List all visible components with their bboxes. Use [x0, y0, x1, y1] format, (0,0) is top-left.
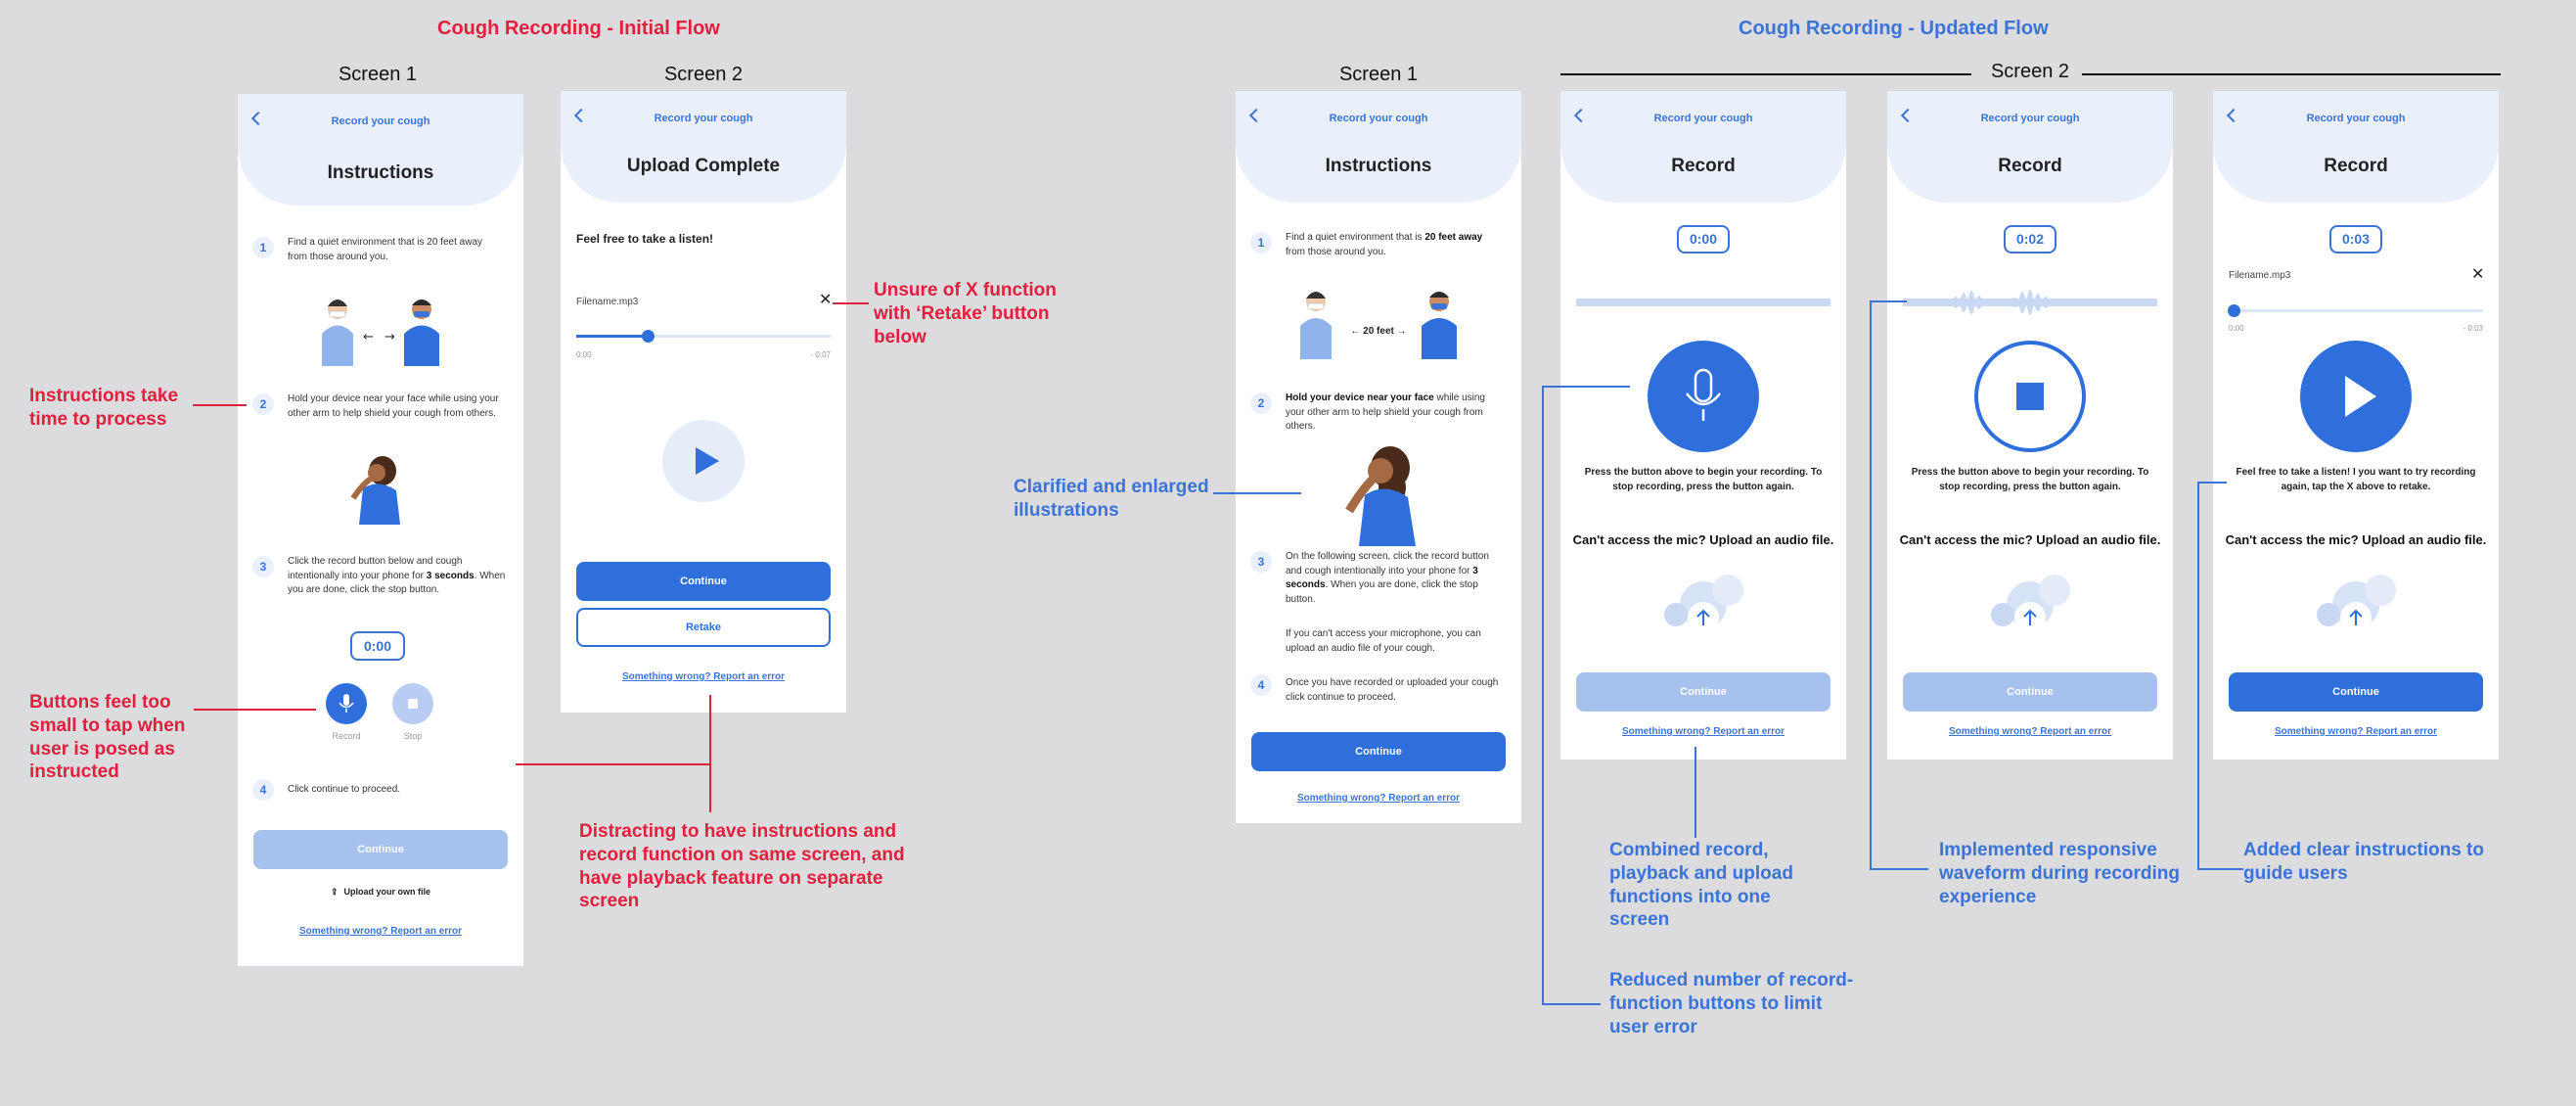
record-label: Record [332, 731, 361, 741]
close-icon[interactable]: ✕ [2471, 266, 2485, 283]
updated-screen-2b [1887, 91, 2173, 760]
note-combined: Combined record, playback and upload functions into one screen [1609, 840, 1793, 931]
step-text-2: Hold your device near your face while using your other arm to help shield your cough from others. [288, 393, 499, 419]
playback-scrubber[interactable] [642, 330, 655, 343]
stop-label: Stop [403, 731, 423, 741]
recording-timer: 0:03 [2329, 225, 2382, 253]
connector [1542, 1003, 1601, 1005]
phone-header [238, 94, 523, 206]
connector [194, 709, 316, 711]
step-number-2: 2 [1250, 392, 1272, 414]
svg-text:→: → [384, 330, 395, 345]
step-text-3: Click the record button below and cough intentionally into your phone for 3 seconds. When you are done, click the stop button. [288, 556, 506, 595]
cough-illustration [1333, 438, 1431, 546]
screen2-bracket-right [2082, 73, 2501, 75]
screen-label-initial-1: Screen 1 [338, 64, 418, 85]
page-title: Upload Complete [626, 156, 781, 176]
report-error-link[interactable]: Something wrong? Report an error [1948, 726, 2112, 737]
page-title: Instructions [327, 162, 434, 183]
screen-label-updated-1: Screen 1 [1338, 64, 1419, 85]
note-reduced: Reduced number of record-function buttons to limit user error [1609, 970, 1854, 1037]
note-clarified: Clarified and enlarged illustrations [1014, 477, 1209, 521]
step-number-3: 3 [252, 556, 274, 577]
phone-header [561, 91, 846, 203]
playback-track[interactable] [2229, 309, 2483, 312]
play-icon [662, 420, 745, 502]
screen-label-initial-2: Screen 2 [663, 64, 744, 85]
step-number-4: 4 [1250, 674, 1272, 696]
upload-heading[interactable]: Can't access the mic? Upload an audio file. [2225, 532, 2487, 547]
playback-track[interactable] [576, 335, 831, 338]
filename: Filename.mp3 [2229, 270, 2291, 281]
play-icon [2300, 341, 2412, 452]
continue-button[interactable]: Continue [1251, 732, 1506, 771]
continue-button[interactable]: Continue [253, 830, 508, 869]
continue-button[interactable]: Continue [576, 562, 831, 601]
phone-header [1236, 91, 1521, 203]
record-button[interactable] [326, 683, 367, 724]
header-subtitle: Record your cough [1980, 113, 2080, 124]
play-button[interactable] [2300, 341, 2412, 452]
report-error-link[interactable]: Something wrong? Report an error [2274, 726, 2438, 737]
distance-illustration [1294, 287, 1461, 360]
step-number-1: 1 [252, 237, 274, 258]
initial-screen-2 [561, 91, 846, 713]
header-subtitle: Record your cough [331, 115, 430, 127]
stop-icon [408, 699, 418, 709]
connector [2197, 482, 2199, 870]
report-error-link[interactable]: Something wrong? Report an error [1621, 726, 1785, 737]
record-instructions: Press the button above to begin your recording. To stop recording, press the button again. [1584, 467, 1823, 492]
connector [833, 302, 869, 304]
continue-button[interactable]: Continue [2229, 672, 2483, 712]
stop-icon [2016, 383, 2044, 410]
continue-button[interactable]: Continue [1903, 672, 2157, 712]
upload-heading[interactable]: Can't access the mic? Upload an audio file. [1899, 532, 2161, 547]
record-instructions: Press the button above to begin your recording. To stop recording, press the button again. [1911, 467, 2149, 492]
header-subtitle: Record your cough [1329, 113, 1428, 124]
upload-own-file-label: Upload your own file [343, 887, 431, 897]
filename: Filename.mp3 [576, 297, 639, 307]
playback-scrubber[interactable] [2228, 304, 2240, 317]
initial-flow-title: Cough Recording - Initial Flow [437, 18, 720, 39]
upload-own-file-link[interactable] [238, 887, 523, 898]
cough-illustration [345, 451, 414, 525]
note-instructions-time: Instructions take time to process [29, 386, 179, 430]
recording-timer: 0:02 [2004, 225, 2056, 253]
connector [516, 763, 711, 765]
screen2-bracket-left [1560, 73, 1971, 75]
header-subtitle: Record your cough [654, 113, 753, 124]
note-distracting: Distracting to have instructions and record function on same screen, and have playback feature on separate screen [579, 821, 905, 912]
note-buttons-small: Buttons feel too small to tap when user is posed as instructed [29, 692, 186, 783]
waveform [1903, 277, 2157, 326]
close-icon[interactable]: ✕ [819, 292, 833, 308]
page-title: Instructions [1325, 156, 1432, 176]
phone-header [1560, 91, 1846, 203]
listen-heading: Feel free to take a listen! [576, 232, 714, 246]
step-text-3-extra: If you can't access your microphone, you can upload an audio file of your cough. [1286, 628, 1481, 654]
note-unsure-x: Unsure of X function with ‘Retake’ button below [874, 280, 1057, 347]
page-title: Record [1998, 156, 2062, 176]
connector [1870, 868, 1928, 870]
upload-cloud-icon[interactable] [2307, 561, 2405, 639]
connector [1542, 386, 1544, 1005]
connector [193, 404, 247, 406]
connector [1695, 747, 1696, 838]
updated-screen-1 [1236, 91, 1521, 823]
stop-button[interactable] [392, 683, 433, 724]
distance-label: ← 20 feet → [1350, 326, 1407, 337]
playback-progress [576, 335, 648, 338]
waveform-flat [1576, 299, 1830, 306]
upload-heading[interactable]: Can't access the mic? Upload an audio file. [1572, 532, 1834, 547]
connector [1213, 492, 1301, 494]
step-text-4: Click continue to proceed. [288, 784, 401, 795]
phone-header [1887, 91, 2173, 203]
header-subtitle: Record your cough [2306, 113, 2406, 124]
page-title: Record [1671, 156, 1736, 176]
connector [1870, 300, 1907, 302]
play-button[interactable] [662, 420, 745, 502]
recording-timer: 0:00 [1677, 225, 1730, 253]
time-end: - 0:03 [2463, 324, 2483, 333]
step-number-3: 3 [1250, 551, 1272, 573]
upload-cloud-icon[interactable] [1654, 561, 1752, 639]
continue-button[interactable]: Continue [1576, 672, 1830, 712]
header-subtitle: Record your cough [1653, 113, 1753, 124]
page-title: Record [2324, 156, 2388, 176]
upload-cloud-icon[interactable] [1981, 561, 2079, 639]
report-error-link[interactable]: Something wrong? Report an error [621, 671, 786, 682]
step-number-1: 1 [1250, 232, 1272, 253]
step-number-2: 2 [252, 393, 274, 415]
distance-illustration [316, 290, 443, 368]
connector [1870, 300, 1872, 870]
screen-label-updated-2: Screen 2 [1990, 61, 2070, 82]
stop-button[interactable] [1974, 341, 2086, 452]
updated-screen-2a [1560, 91, 1846, 760]
mic-icon [326, 683, 367, 724]
record-button[interactable] [1648, 341, 1759, 452]
step-text-3: On the following screen, click the record button and cough intentionally into your phone for 3 seconds. When you are done, click the stop button. [1286, 551, 1489, 605]
updated-flow-title: Cough Recording - Updated Flow [1739, 18, 2049, 39]
initial-screen-1 [238, 94, 523, 966]
updated-screen-2c [2213, 91, 2499, 760]
step-text-1: Find a quiet environment that is 20 feet away from those around you. [1286, 232, 1483, 257]
mic-icon [1648, 341, 1759, 452]
note-waveform: Implemented responsive waveform during recording experience [1939, 840, 2180, 907]
connector [709, 695, 711, 812]
step-text-4: Once you have recorded or uploaded your cough click continue to proceed. [1286, 677, 1499, 703]
time-end: - 0:07 [810, 350, 831, 359]
retake-button[interactable]: Retake [576, 608, 831, 647]
step-text-1: Find a quiet environment that is 20 feet away from those around you. [288, 237, 483, 262]
note-clear-instructions: Added clear instructions to guide users [2243, 840, 2484, 884]
report-error-link[interactable]: Something wrong? Report an error [1296, 793, 1461, 804]
connector [2197, 482, 2227, 484]
time-start: 0:00 [2229, 324, 2244, 333]
recording-timer: 0:00 [350, 631, 405, 661]
upload-icon: ⇪ [330, 887, 339, 897]
time-start: 0:00 [576, 350, 592, 359]
playback-instructions: Feel free to take a listen! I you want to try recording again, tap the X above to retake. [2236, 467, 2476, 492]
phone-header [2213, 91, 2499, 203]
connector [2197, 868, 2243, 870]
connector [1542, 386, 1630, 388]
report-error-link[interactable]: Something wrong? Report an error [298, 926, 463, 937]
step-number-4: 4 [252, 779, 274, 801]
svg-text:←: ← [363, 330, 374, 345]
step-text-2: Hold your device near your face while using your other arm to help shield your cough from others. [1286, 392, 1485, 432]
